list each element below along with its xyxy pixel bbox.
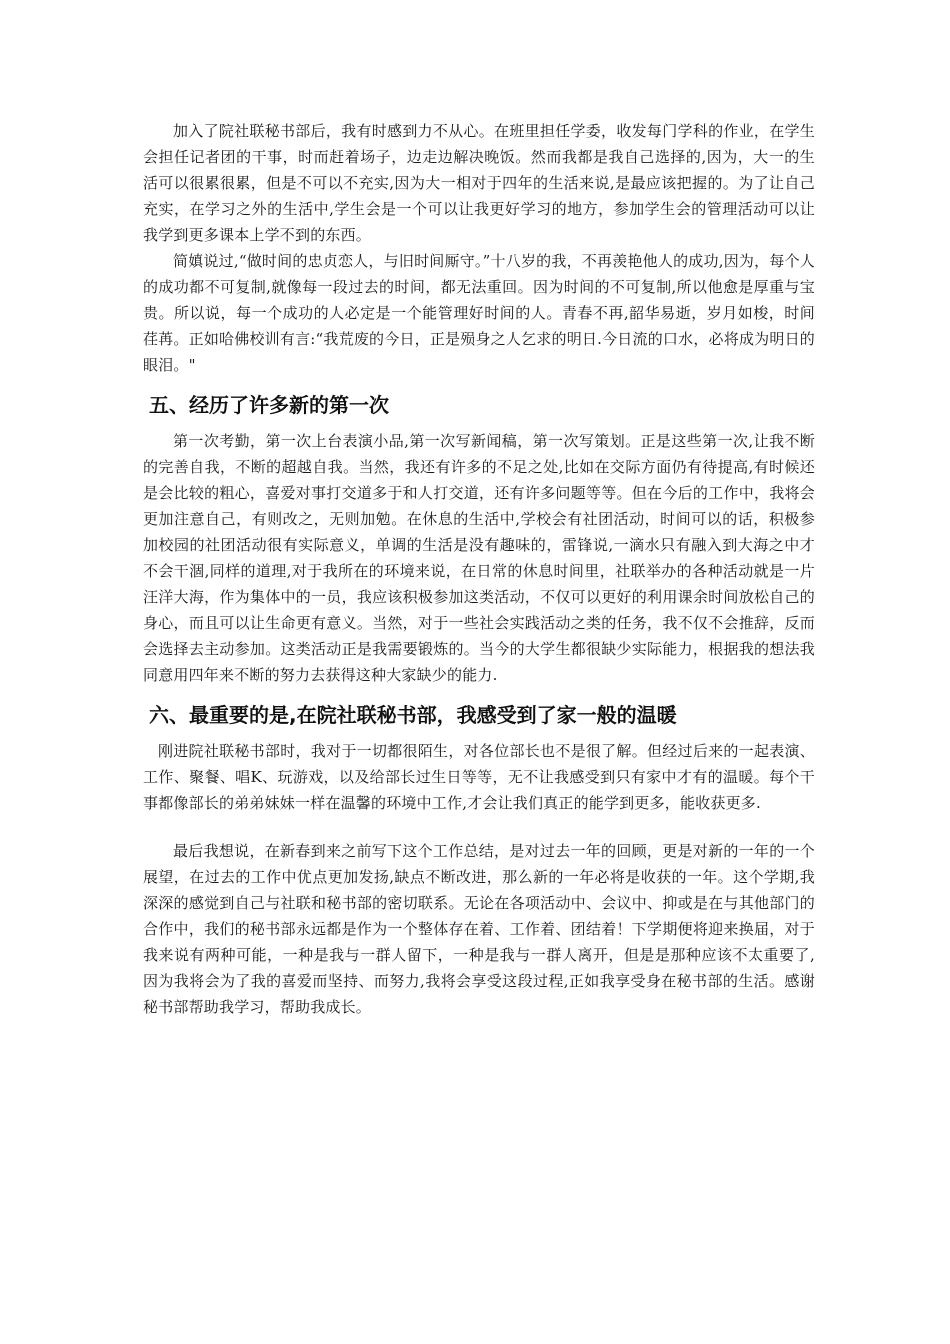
paragraph-first-times: 第一次考勤，第一次上台表演小品,第一次写新闻稿，第一次写策划。正是这些第一次,让我不断的完善自我，不断的超越自我。当然，我还有许多的不足之处,比如在交际方面仍有待提高,有时候还是会比较的粗心，喜爱对事打交道多于和人打交道，还有许多问题等等。但在今后的工作中，我将会更加注意自己，有则改之，无则加勉。在休息的生活中,学校会有社团活动，时间可以的话，积极参加校园的社团活动很有实际意义，单调的生活是没有趣味的，雷锋说,一滴水只有融入到大海之中才不会干涸,同样的道理,对于我所在的环境来说，在日常的休息时间里，社联举办的各种活动就是一片汪洋大海，作为集体中的一员，我应该积极参加这类活动，不仅可以更好的利用课余时间放松自己的身心，而且可以让生命更有意义。当然，对于一些社会实践活动之类的任务，我不仅不会推辞，反而会选择去主动参加。这类活动正是我需要锻炼的。当今的大学生都很缺少实际能力，根据我的想法我同意用四年来不断的努力去获得这种大家缺少的能力. [143, 432, 815, 684]
paragraph-secretariat-experience: 加入了院社联秘书部后，我有时感到力不从心。在班里担任学委，收发每门学科的作业，在学生会担任记者团的干事，时而赶着场子，边走边解决晚饭。然而我都是我自己选择的,因为，大一的生活可以很累很累，但是不可以不充实,因为大一相对于四年的生活来说,是最应该把握的。为了让自己充实，在学习之外的生活中,学生会是一个可以让我更好学习的地方，参加学生会的管理活动可以让我学到更多课本上学不到的东西。 [143, 122, 815, 244]
spacer [143, 816, 815, 838]
paragraph-family-warmth: 刚进院社联秘书部时，我对于一切都很陌生，对各位部长也不是很了解。但经过后来的一起表演、工作、聚餐、唱K、玩游戏，以及给部长过生日等等，无不让我感受到只有家中才有的温暖。每个干事都像部长的弟弟妹妹一样在温馨的环境中工作,才会让我们真正的能学到更多，能收获更多. [143, 742, 815, 812]
document-page [143, 118, 815, 1020]
section-heading-six: 六、最重要的是,在院社联秘书部，我感受到了家一般的温暖 [149, 703, 677, 727]
paragraph-time-management: 简嫃说过,“做时间的忠贞恋人，与旧时间厮守。”十八岁的我，不再羡艳他人的成功,因为，每个人的成功都不可复制,就像每一段过去的时间，都无法重回。因为时间的不可复制,所以他愈是厚重与宝贵。所以说，每一个成功的人必定是一个能管理好时间的人。青春不再,韶华易逝，岁月如梭，时间荏苒。正如哈佛校训有言:“我荒废的今日，正是殒身之人乞求的明日.今日流的口水，必将成为明日的眼泪。" [143, 252, 815, 374]
section-heading-five: 五、经历了许多新的第一次 [149, 393, 389, 417]
paragraph-closing: 最后我想说，在新春到来之前写下这个工作总结，是对过去一年的回顾，更是对新的一年的一个展望，在过去的工作中优点更加发扬,缺点不断改进，那么新的一年必将是收获的一年。这个学期,我深深的感觉到自己与社联和秘书部的密切联系。无论在各项活动中、会议中、抑或是在与其他部门的合作中，我们的秘书部永远都是作为一个整体存在着、工作着、团结着！下学期便将迎来换届，对于我来说有两种可能，一种是我与一群人留下，一种是我与一群人离开，但是是那种应该不太重要了,因为我将会为了我的喜爱而坚持、而努力,我将会享受这段过程,正如我享受身在秘书部的生活。感谢秘书部帮助我学习，帮助我成长。 [143, 842, 815, 1016]
